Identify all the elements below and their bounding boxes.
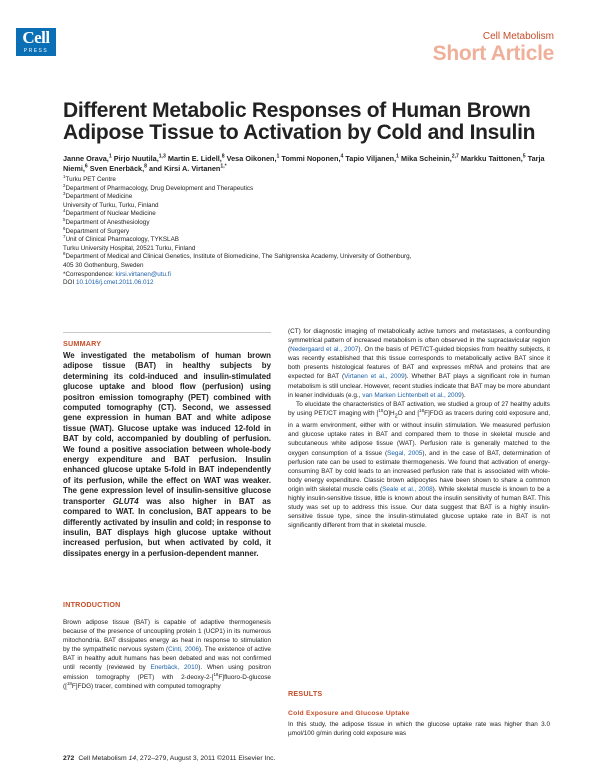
author-affiliation-sup: 1,* [220, 163, 227, 170]
correspondence-label: *Correspondence: [63, 270, 116, 278]
affiliation-text: Department of Nuclear Medicine [65, 210, 156, 218]
doi-label: DOI [63, 279, 76, 287]
text-part: ). [461, 391, 466, 399]
affiliation-text: Turku PET Centre [65, 176, 116, 183]
text-part: O and [ [397, 409, 420, 417]
affiliation-sup: 7 [63, 234, 66, 240]
ref-link-enerback[interactable]: Enerbäck, 2010 [150, 664, 199, 672]
author-name: Sven Enerbäck, [89, 164, 145, 173]
footer-citation: Cell Metabolism [78, 755, 129, 762]
subscript: 2 [394, 413, 398, 420]
ref-link-van-marken[interactable]: van Marken Lichtenbelt et al., 2009 [362, 391, 462, 399]
author-affiliation-sup: 1 [396, 153, 400, 160]
intro-part: ). When using positron emission tomography (PET) with 2-deoxy-2-[ [63, 664, 271, 681]
affiliation-sup: 3 [63, 191, 66, 197]
footer-volume: 14 [128, 755, 137, 762]
isotope-sup: 18 [213, 671, 219, 677]
text-part: ). On the basis of PET/CT-guided biopsies from healthy subjects, it was recently established that this tissue corresponds to metabolically active BAT since it both presents histological features of BAT and expresses mRNA and proteins that are expected for BAT ( [288, 346, 550, 381]
affiliation-line [63, 173, 563, 185]
affiliation-text: Department of Anesthesiology [65, 218, 150, 226]
text-part: ). While skeletal muscle is known to be a highly insulin-sensitive tissue, little is known about the insulin sensitivity of human BAT. This study was set up to address this issue. Our data suggest that BAT is a highly insulin-sensitive tissue type, since the insulin-stimulated glucose uptake rate in BAT is not significantly different from that in skeletal muscle. [288, 485, 550, 530]
page-number: 272 [63, 755, 75, 762]
results-text: In this study, the adipose tissue in which the glucose uptake rate was higher than 3.0 µmol/100 g/min during cold exposure was [288, 721, 550, 738]
author-name: Pirjo Nuutila, [113, 154, 159, 163]
ref-link-seale[interactable]: Seale et al., 2008 [382, 485, 433, 493]
author-affiliation-sup: 1 [276, 153, 280, 160]
footer-citation: , 272–279, August 3, 2011 ©2011 Elsevier Inc. [136, 755, 276, 762]
right-column [288, 327, 550, 530]
author-name: Tommi Noponen, [281, 154, 341, 163]
isotope-sup: 18 [66, 680, 72, 686]
results-heading: RESULTS [288, 689, 323, 698]
logo-word: Cell [22, 28, 50, 47]
article-title: Different Metabolic Responses of Human Brown Adipose Tissue to Activation by Cold and Insulin [63, 99, 536, 144]
affiliation-list [63, 173, 563, 271]
affiliation-line [63, 253, 563, 262]
intro-part: Brown adipose tissue (BAT) is capable of adaptive thermogenesis because of the presence of uncoupling protein 1 (UCP1) in its numerous mitochondria. BAT dissipates energy as heat in response to stimulation by the sympathetic nervous system ( [63, 619, 271, 654]
affiliation-text: Turku University Hospital, 20521 Turku, Finland [63, 244, 196, 252]
text-part: (CT) for diagnostic imaging of metabolically active tumors and metastases, a confounding symmetrical pattern of increased metabolism is often observed in the supraclavicular region ( [288, 328, 550, 354]
affiliation-sup: 4 [63, 208, 66, 214]
author-affiliation-sup: 4 [340, 153, 344, 160]
text-part: O]H [383, 409, 395, 417]
ref-link-segal[interactable]: Segal, 2005 [387, 449, 423, 457]
affiliation-text: University of Turku, Turku, Finland [63, 201, 159, 209]
introduction-text [63, 618, 271, 691]
affiliation-text: Department of Pharmacology, Drug Development and Therapeutics [65, 184, 254, 192]
affiliation-line [63, 193, 563, 202]
author-name: Martin E. Lidell, [167, 154, 222, 163]
article-type: Short Article [432, 42, 554, 65]
correspondence-email-link[interactable]: kirsi.virtanen@utu.fi [115, 270, 171, 278]
author-name: Tapio Viljanen, [345, 154, 397, 163]
author-affiliation-sup: 5 [522, 153, 526, 160]
summary-heading: SUMMARY [63, 339, 102, 348]
affiliation-sup: 2 [63, 182, 66, 188]
author-affiliation-sup: 8 [221, 153, 225, 160]
text-part: ), and in the case of BAT, determination of perfusion rate can be used to estimate thermogenesis. We found that activation of energy-consuming BAT by cold leads to an increased perfusion rate that is associated with whole-body energy expenditure. Classic brown adipocytes have been shown to share a common origin with skeletal muscle cells ( [288, 449, 550, 493]
right-paragraph-1 [288, 327, 550, 400]
author-affiliation-sup: 6 [84, 163, 88, 170]
summary-part-1: We investigated the metabolism of human brown adipose tissue (BAT) in healthy subjects by determining its cold-induced and insulin-stimulated glucose uptake and blood flow (perfusion) using positron emission tomography (PET) combined with computed tomography (CT). Second, we assessed gene expression in human BAT and white adipose tissue (WAT). Glucose uptake was induced 12-fold in BAT by cold, accompanied by doubling of perfusion. We found a positive association between whole-body energy expenditure and BAT perfusion. Insulin enhanced glucose uptake 5-fold in BAT independently of its perfusion, while the effect on WAT was weaker. The gene expression level of insulin-sensitive glucose transporter [63, 351, 271, 506]
affiliation-text: Department of Medicine [65, 193, 133, 201]
right-paragraph-2 [288, 400, 550, 531]
text-part: F]FDG as tracers during cold exposure and, in a warm environment, either with or without insulin stimulation. We measured perfusion and glucose uptake rates in BAT and compared them to those in skeletal muscle and subcutaneous white adipose tissue (WAT). Perfusion rate is generally matched to the oxygen consumption of a tissue ( [288, 409, 550, 457]
affiliation-text: Department of Medical and Clinical Genetics, Institute of Biomedicine, The Sahlgrenska Academy, University of Gothenburg, [65, 253, 412, 261]
affiliation-sup: 1 [63, 173, 66, 179]
logo-sub: PRESS [23, 48, 49, 54]
author-name: and Kirsi A. Virtanen [149, 164, 221, 173]
affiliation-sup: 8 [63, 251, 66, 257]
intro-part: F]FDG) tracer, combined with computed tomography [71, 682, 221, 690]
results-subheading: Cold Exposure and Glucose Uptake [288, 710, 410, 717]
author-name: Vesa Oikonen, [226, 154, 277, 163]
affiliation-text: 405 30 Gothenburg, Sweden [63, 261, 144, 269]
author-list [63, 154, 563, 174]
correspondence [63, 271, 563, 280]
author-affiliation-sup: 1 [108, 153, 112, 160]
text-part: ). Whether BAT plays a significant role in human metabolism is still unclear. However, recent studies indicate that BAT may be more abundant in leaner individuals (e.g., [288, 373, 550, 399]
author-name: Mika Scheinin, [401, 154, 452, 163]
isotope-sup: 15 [378, 407, 384, 413]
author-name: Tarja Niemi, [63, 154, 545, 173]
author-affiliation-sup: 1,3 [158, 153, 166, 160]
doi [63, 279, 563, 288]
isotope-sup: 18 [419, 407, 425, 413]
author-affiliation-sup: 2,7 [451, 153, 459, 160]
affiliation-line [63, 262, 563, 271]
summary-gene: GLUT4 [112, 496, 139, 506]
author-name: Janne Orava, [63, 154, 109, 163]
doi-link[interactable]: 10.1016/j.cmet.2011.06.012 [75, 279, 154, 287]
introduction-heading: INTRODUCTION [63, 600, 121, 609]
author-affiliation-sup: 8 [144, 163, 147, 170]
affiliation-sup: 6 [63, 225, 66, 231]
journal-name: Cell Metabolism [482, 31, 554, 42]
affiliation-text: Unit of Clinical Pharmacology, TYKSLAB [65, 236, 179, 244]
affiliation-sup: 5 [63, 216, 66, 222]
section-divider [63, 332, 271, 333]
ref-link-virtanen[interactable]: Virtanen et al., 2009 [344, 373, 405, 381]
affiliation-line [63, 210, 563, 219]
intro-part: F]fluoro-D-glucose ([ [63, 673, 271, 690]
affiliation-text: Department of Surgery [65, 227, 130, 235]
author-name: Markku Taittonen, [460, 154, 523, 163]
affiliations [63, 173, 563, 288]
ref-link-cinti[interactable]: Cinti, 2006 [168, 646, 199, 654]
summary-text [63, 351, 271, 559]
page-footer [63, 755, 275, 762]
affiliation-line [63, 236, 563, 245]
summary-part-2: was also higher in BAT as compared to WAT. In conclusion, BAT appears to be differently activated by insulin and cold; in response to insulin, BAT displays high glucose uptake without increased perfusion, but when activated by cold, it dissipates energy in a perfusion-dependent manner. [63, 496, 271, 558]
intro-part: ). The existence of active BAT in healthy adult humans has been debated and was not confirmed until recently (reviewed by [63, 646, 271, 672]
text-part: To elucidate the characteristics of BAT activation, we studied a group of 27 healthy adults by using PET/CT imaging with [ [288, 400, 550, 417]
ref-link-nedergaard[interactable]: Nedergaard et al., 2007 [290, 346, 359, 354]
cell-press-logo [16, 28, 56, 56]
